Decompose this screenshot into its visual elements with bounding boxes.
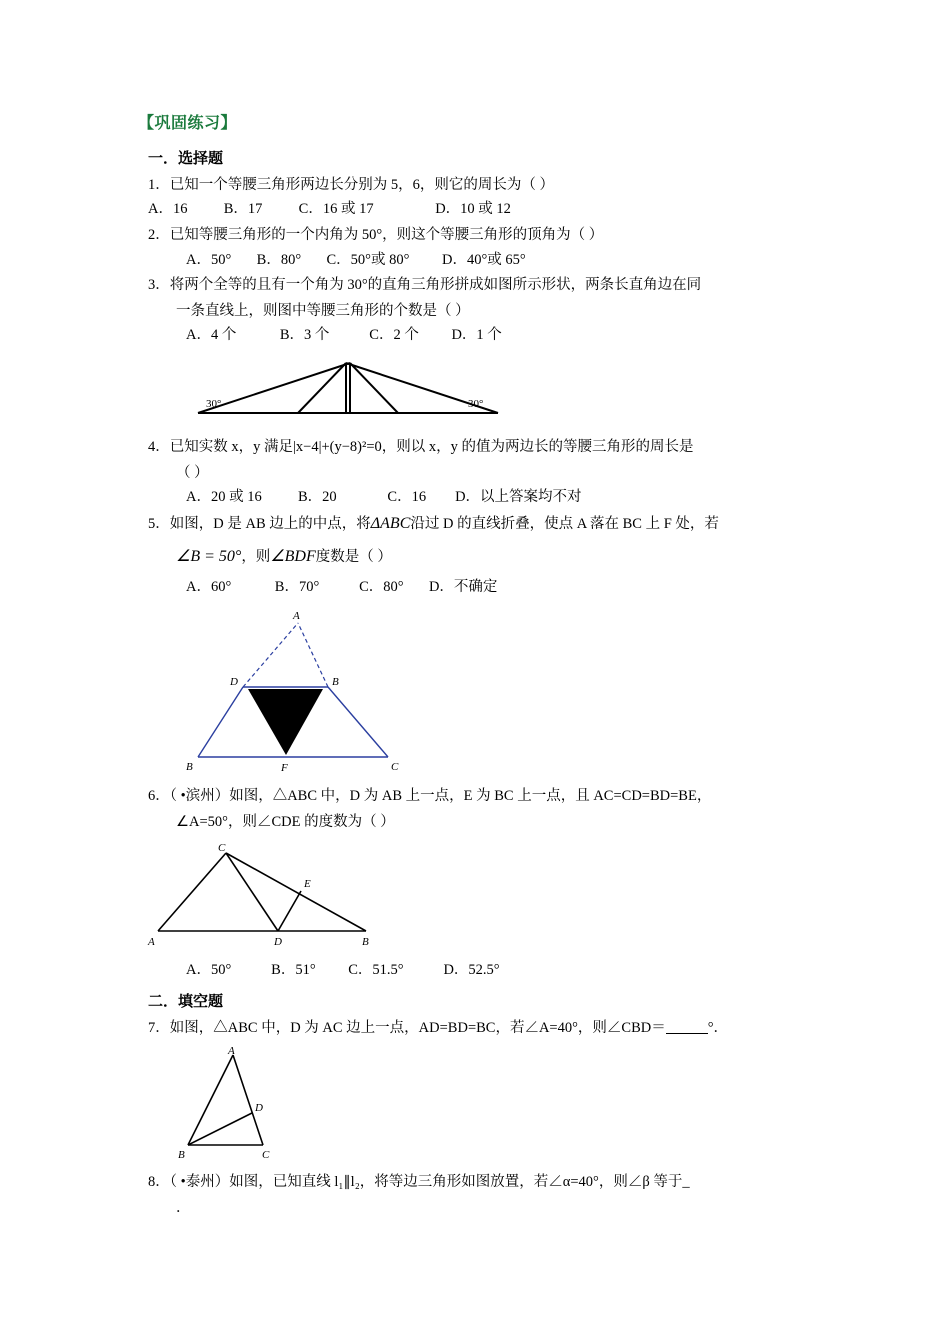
question-3-number: 3．	[148, 277, 170, 294]
figure-label-A: A	[293, 610, 300, 623]
question-8-text-line2: ．	[176, 1199, 191, 1216]
question-2	[148, 224, 828, 246]
question-8	[148, 1171, 828, 1193]
question-5-math-angle-b: ∠B = 50°	[176, 547, 242, 565]
document-content	[138, 110, 828, 1222]
question-4-text: 已知实数 x，y 满足|x−4|+(y−8)²=0，则以 x，y 的值为两边长的等腰三角形的周长是	[169, 439, 694, 456]
question-5-math-triangle-abc: ΔABC	[370, 514, 411, 532]
question-1-options: A．16 B．17 C．16 或 17 D．10 或 12	[148, 201, 511, 218]
question-4-options: A．20 或 16 B．20 C．16 D．以上答案均不对	[186, 489, 582, 506]
figure-label-C: C	[262, 1149, 270, 1161]
figure-label-E: E	[304, 878, 311, 891]
question-6-options: A．50° B．51° C．51.5° D．52.5°	[186, 962, 500, 979]
question-8-number: 8．	[148, 1174, 170, 1191]
figure-label-left-angle: 30°	[206, 398, 222, 411]
part-two-heading: 二．填空题	[148, 993, 224, 1010]
question-1	[148, 174, 828, 196]
question-6-number: 6．	[148, 788, 170, 805]
question-5-figure	[138, 609, 828, 779]
question-5-line2	[176, 545, 828, 570]
question-7-text-a: 如图，△ABC 中，D 为 AC 边上一点，AD=BD=BC，若∠A=40°，则∠CBD＝	[169, 1019, 666, 1036]
question-2-options: A．50° B．80° C．50°或 80° D．40°或 65°	[186, 251, 526, 268]
question-3-figure	[138, 353, 828, 430]
question-5-number: 5．	[148, 515, 170, 532]
question-4-text-line2: （ ）	[176, 464, 209, 481]
question-7	[148, 1017, 828, 1039]
question-5-text-d: ，则	[241, 548, 271, 565]
question-7-number: 7．	[148, 1019, 170, 1036]
page-title: 【巩固练习】	[138, 115, 238, 132]
figure-label-A: A	[228, 1045, 235, 1058]
question-5	[148, 512, 828, 537]
figure-label-F: F	[281, 762, 288, 775]
question-3-text: 将两个全等的且有一个角为 30°的直角三角形拼成如图所示形状，两条长直角边在同	[169, 277, 702, 294]
question-2-text: 已知等腰三角形的一个内角为 50°，则这个等腰三角形的顶角为（ ）	[169, 227, 604, 244]
figure-label-D: D	[230, 676, 238, 689]
figure-two-right-triangles	[138, 353, 538, 425]
question-5-text-a: 如图，D 是 AB 边上的中点，将	[169, 515, 371, 532]
figure-label-A: A	[148, 936, 155, 949]
question-6-text: （ •滨州）如图，△ABC 中，D 为 AB 上一点，E 为 BC 上一点，且 AC=CD=BD=BE，	[169, 788, 712, 805]
figure-triangle-abc-cde	[138, 839, 538, 949]
question-3-options: A．4 个 B．3 个 C．2 个 D．1 个	[186, 327, 502, 344]
figure-label-C: C	[391, 761, 399, 774]
part-one-heading: 一．选择题	[148, 151, 224, 167]
figure-label-E: B	[332, 676, 339, 689]
question-7-text-b: °．	[707, 1019, 729, 1036]
figure-folded-triangle	[138, 609, 538, 774]
question-4-number: 4．	[148, 439, 170, 456]
figure-label-B: B	[186, 761, 193, 774]
question-2-number: 2．	[148, 227, 170, 244]
figure-label-right-angle: 30°	[468, 398, 484, 411]
question-7-answer-blank[interactable]	[666, 1020, 708, 1034]
question-5-options: A．60° B．70° C．80° D．不确定	[186, 579, 498, 596]
question-6-text-line2: ∠A=50°，则∠CDE 的度数为（ ）	[176, 813, 395, 830]
question-4	[148, 436, 828, 458]
figure-label-D: D	[274, 936, 282, 949]
question-1-number: 1．	[148, 177, 170, 193]
question-5-text-e: 度数是（ ）	[315, 548, 392, 565]
figure-label-D: D	[255, 1102, 263, 1115]
figure-label-C: C	[218, 842, 226, 855]
question-6	[148, 785, 828, 807]
question-7-figure	[138, 1045, 828, 1165]
question-5-text-b: 沿过 D 的直线折叠，使点 A 落在 BC 上 F 处，若	[410, 515, 719, 532]
question-3	[148, 274, 828, 296]
question-8-text: （ •泰州）如图，已知直线 l₁∥l₂，将等边三角形如图放置，若∠α=40°，则∠β 等于_	[169, 1174, 690, 1191]
question-5-math-angle-bdf: ∠BDF	[270, 547, 316, 565]
figure-label-B: B	[178, 1149, 185, 1161]
figure-label-B: B	[362, 936, 369, 949]
question-1-text: 已知一个等腰三角形两边长分别为 5，6，则它的周长为（ ）	[169, 177, 554, 193]
question-3-text-line2: 一条直线上，则图中等腰三角形的个数是（ ）	[176, 302, 470, 319]
question-6-figure	[138, 839, 828, 954]
figure-triangle-abd	[138, 1045, 538, 1160]
